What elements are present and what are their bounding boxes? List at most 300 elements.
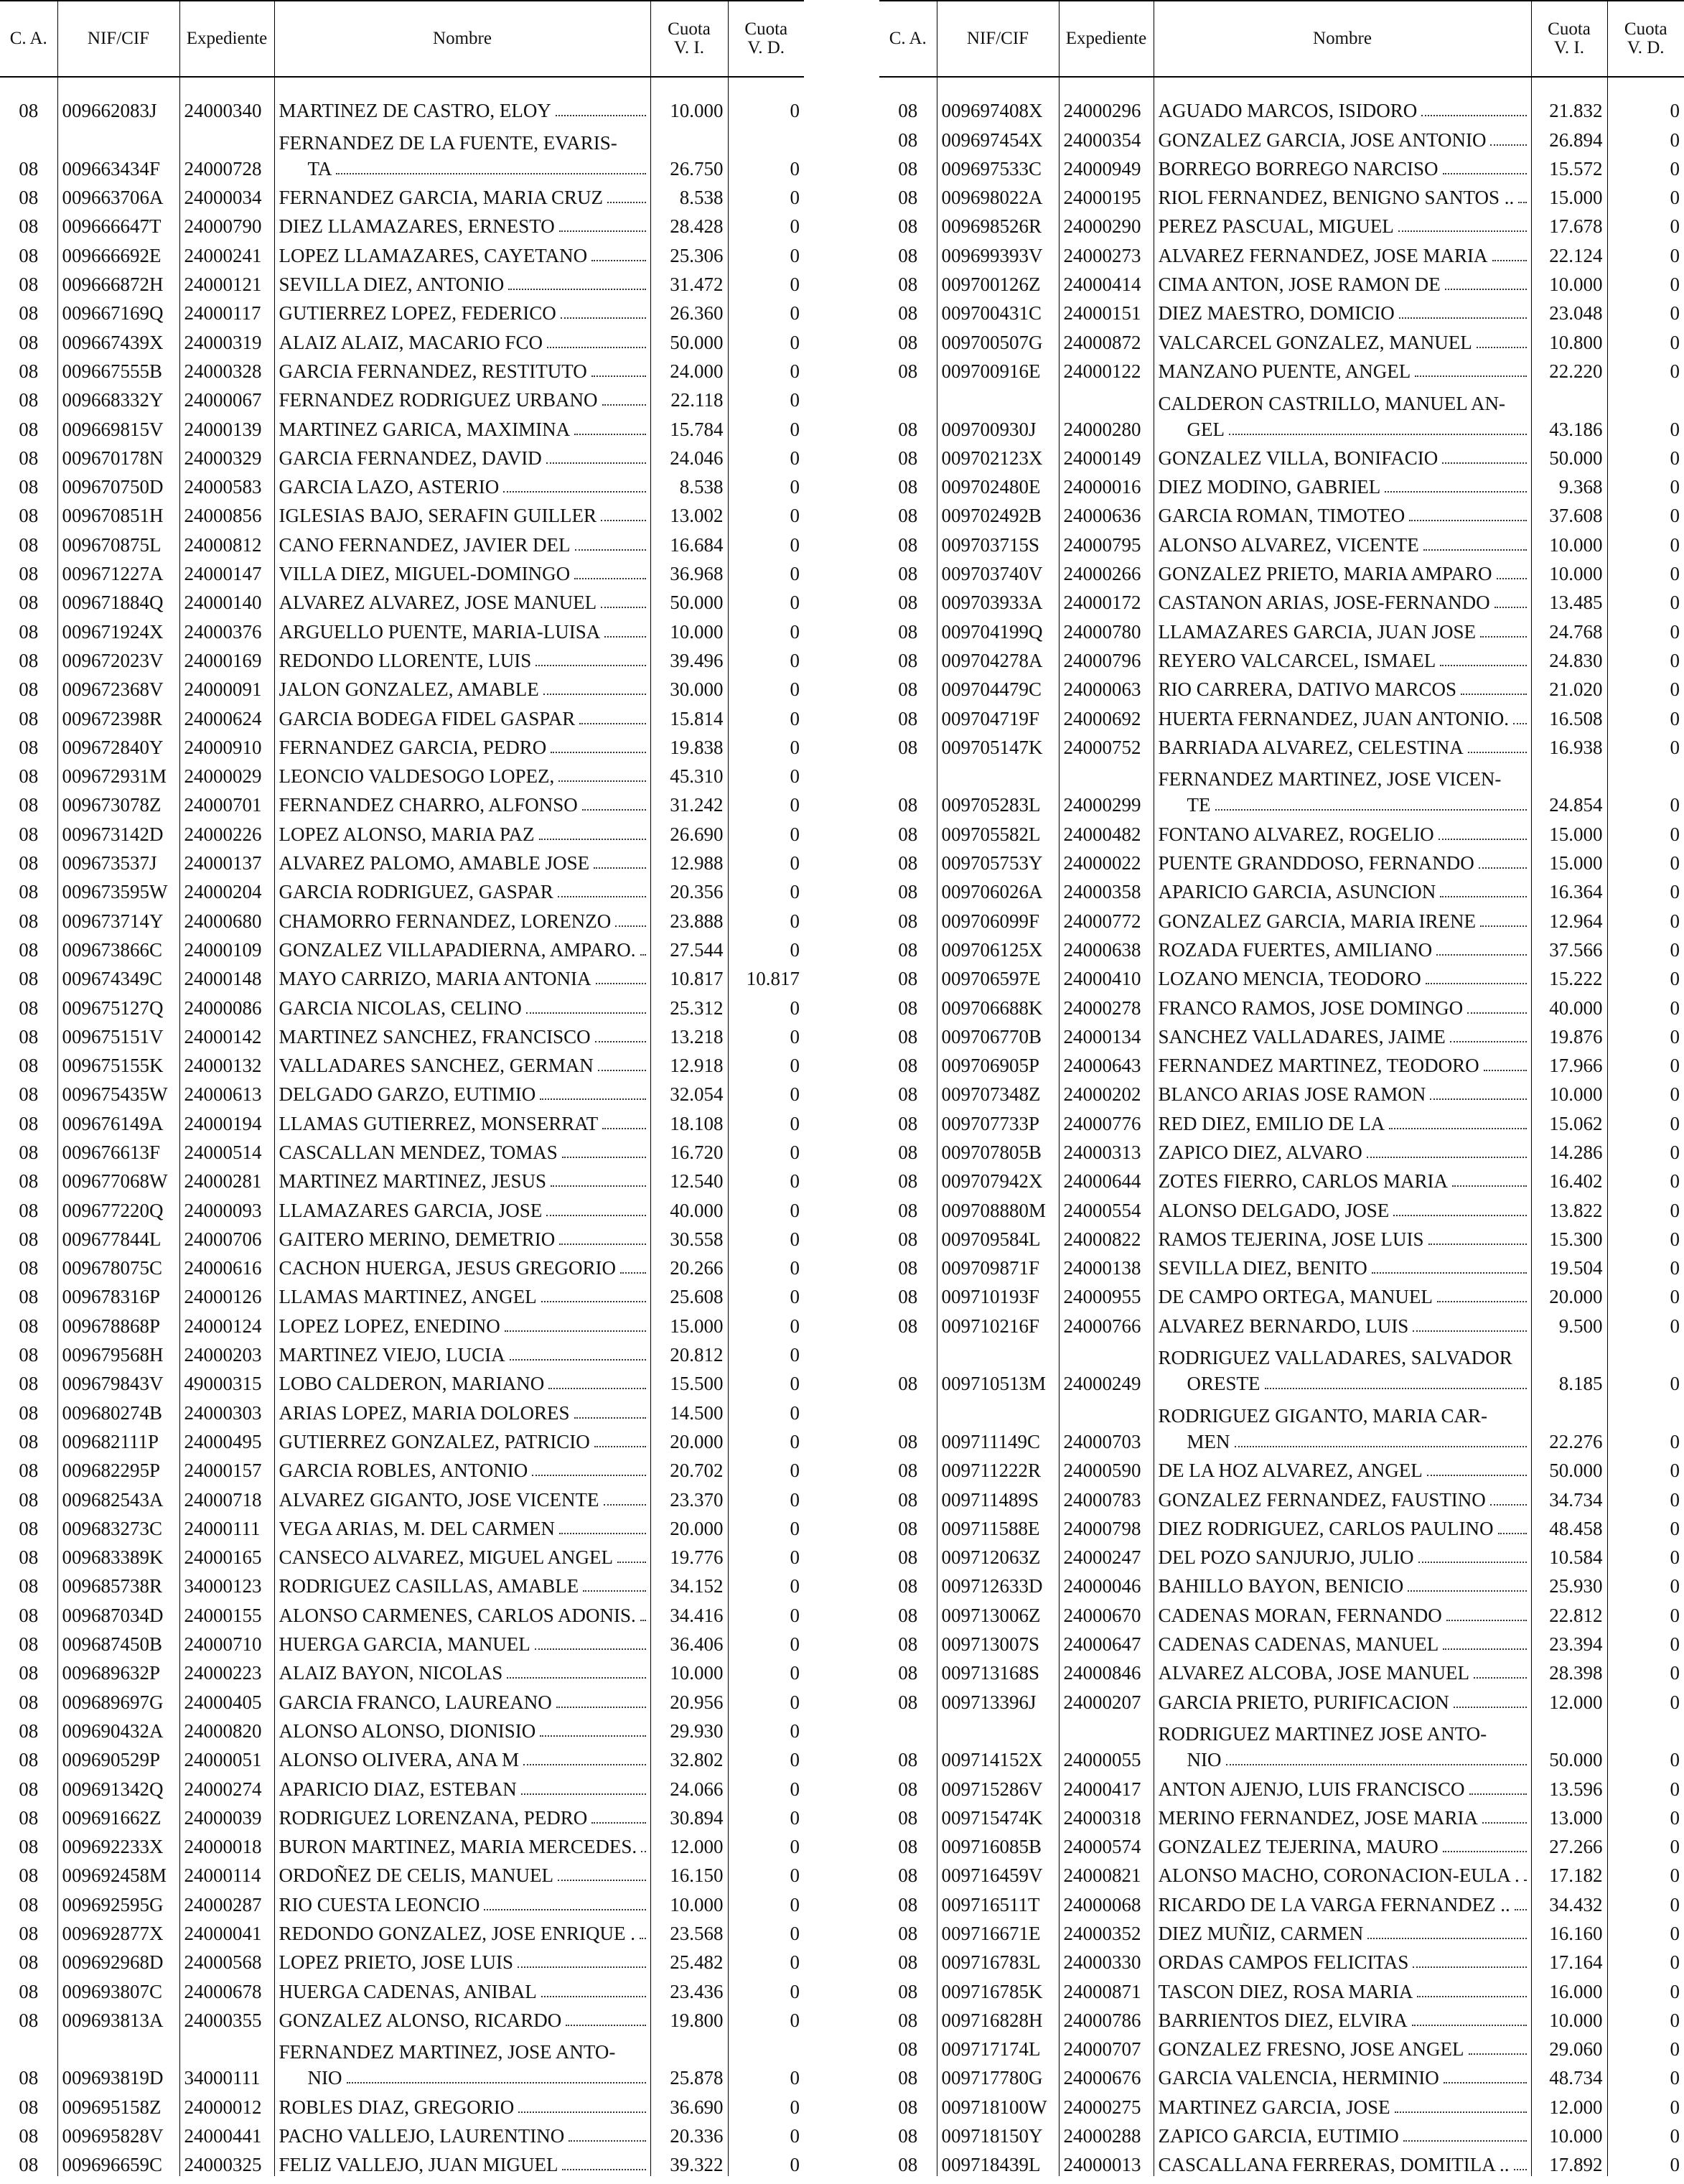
- cell-cuota-vi: 24.046: [650, 441, 728, 470]
- cell-cuota-vd: 0: [728, 1974, 804, 2002]
- cell-ca: 08: [19, 1430, 39, 1452]
- cell-expediente: 24000278: [1059, 990, 1154, 1019]
- cell-nif: 009682543A: [57, 1482, 179, 1511]
- cell-cuota-vd: 0: [728, 1684, 804, 1713]
- cell-ca: 08: [19, 910, 39, 932]
- cell-cuota-vi: 48.458: [1531, 1511, 1607, 1540]
- table-row: [0, 93, 804, 122]
- cell-cuota-vd: 0: [728, 180, 804, 209]
- cell-nif: 009706125X: [937, 933, 1059, 961]
- cell-nif: 009673078Z: [57, 788, 179, 816]
- cell-cuota-vd: 0: [728, 1164, 804, 1193]
- cell-ca: 08: [898, 2067, 918, 2089]
- cell-cuota-vi: 25.312: [650, 990, 728, 1019]
- cell-cuota-vi: 12.964: [1531, 903, 1607, 932]
- cell-nif: 009703715S: [937, 527, 1059, 556]
- name-text: FERNANDEZ MARTINEZ, JOSE ANTO-: [279, 2041, 616, 2063]
- cell-cuota-vi: 15.000: [1531, 180, 1607, 209]
- name-text: BARRIADA ALVAREZ, CELESTINA: [1158, 736, 1464, 758]
- cell-nif: 009707942X: [937, 1164, 1059, 1193]
- name-dots: [1443, 1845, 1527, 1852]
- cell-nombre: [1154, 1106, 1531, 1134]
- cell-cuota-vd: 0: [1607, 2119, 1684, 2147]
- cell-cuota-vi: 30.000: [650, 672, 728, 701]
- table-row: [879, 614, 1684, 643]
- name-dots: [540, 1730, 645, 1737]
- table-row: [879, 1916, 1684, 1945]
- cell-cuota-vd: 0: [1607, 93, 1684, 122]
- cell-cuota-vi: 9.500: [1531, 1308, 1607, 1337]
- cell-expediente: 24000405: [179, 1684, 274, 1713]
- cell-ca: 08: [19, 274, 39, 296]
- cell-expediente: 24000142: [179, 1019, 274, 1048]
- table-row: [0, 209, 804, 238]
- name-continuation: TE: [1187, 794, 1211, 816]
- cell-cuota-vi: 16.684: [650, 527, 728, 556]
- name-dots: [1482, 1816, 1526, 1824]
- cell-expediente: 24000275: [1059, 2089, 1154, 2118]
- name-dots: [1446, 1614, 1527, 1621]
- name-text: DIEZ RODRIGUEZ, CARLOS PAULINO: [1158, 1517, 1494, 1539]
- table-row: [0, 1482, 804, 1511]
- cell-nif: 009718439L: [937, 2147, 1059, 2176]
- name-text: FONTANO ALVAREZ, ROGELIO: [1158, 823, 1434, 845]
- table-row: [879, 2089, 1684, 2118]
- cell-expediente: 24000046: [1059, 1569, 1154, 1597]
- cell-cuota-vi: 19.838: [650, 730, 728, 759]
- cell-nombre: [1154, 1482, 1531, 1511]
- cell-nif: 009697408X: [937, 93, 1059, 122]
- name-dots: [641, 1845, 645, 1852]
- name-text: DIEZ LLAMAZARES, ERNESTO: [279, 215, 555, 238]
- table-row: [879, 1597, 1684, 1626]
- cell-cuota-vi: 25.306: [650, 238, 728, 266]
- table-row: [879, 1106, 1684, 1134]
- name-dots: [562, 2163, 645, 2170]
- name-text: FELIZ VALLEJO, JUAN MIGUEL: [279, 2154, 558, 2176]
- name-dots: [1215, 803, 1527, 811]
- cell-nombre: [274, 961, 650, 990]
- name-text: ALVAREZ ALCOBA, JOSE MANUEL: [1158, 1662, 1470, 1684]
- cell-expediente: 24000226: [179, 816, 274, 845]
- cell-ca: 08: [898, 1170, 918, 1193]
- name-text: RAMOS TEJERINA, JOSE LUIS: [1158, 1228, 1424, 1250]
- cell-nombre: [274, 1916, 650, 1945]
- cell-nombre: [1154, 1945, 1531, 1974]
- cell-nif: 009671924X: [57, 614, 179, 643]
- table-row: [0, 354, 804, 383]
- cell-cuota-vi: 31.242: [650, 788, 728, 816]
- name-dots: [1498, 1527, 1527, 1534]
- table-row: [879, 267, 1684, 296]
- cell-ca: 08: [898, 968, 918, 990]
- cell-nif: 009698526R: [937, 209, 1059, 238]
- cell-nombre: [274, 1656, 650, 1684]
- table-row: [879, 933, 1684, 961]
- cell-nombre: [1154, 122, 1531, 151]
- table-row: [879, 1019, 1684, 1048]
- cell-cuota-vd: 0: [728, 614, 804, 643]
- name-text: VILLA DIEZ, MIGUEL-DOMINGO: [279, 563, 571, 585]
- name-text: FERNANDEZ MARTINEZ, JOSE VICEN-: [1158, 768, 1502, 790]
- table-row: [879, 1308, 1684, 1337]
- cell-nombre: [1154, 1801, 1531, 1829]
- cell-expediente: 24000636: [1059, 498, 1154, 527]
- cell-cuota-vi: 29.930: [650, 1714, 728, 1742]
- header-ca: C. A.: [0, 1, 57, 77]
- table-row: [879, 498, 1684, 527]
- cell-cuota-vi: 20.956: [650, 1684, 728, 1713]
- name-dots: [604, 630, 645, 638]
- cell-cuota-vd: 0: [1607, 1916, 1684, 1945]
- cell-nif: 009689632P: [57, 1656, 179, 1684]
- name-text: HUERGA CADENAS, ANIBAL: [279, 1980, 537, 2002]
- cell-cuota-vi: 25.878: [650, 2032, 728, 2090]
- name-text: RIO CUESTA LEONCIO: [279, 1893, 480, 1915]
- name-dots: [1484, 1064, 1527, 1071]
- name-dots: [1452, 1180, 1526, 1187]
- cell-nif: 009714152X: [937, 1714, 1059, 1772]
- cell-nombre: [1154, 1308, 1531, 1337]
- cell-expediente: 24000670: [1059, 1597, 1154, 1626]
- cell-nif: 009711489S: [937, 1482, 1059, 1511]
- cell-ca: 08: [19, 1951, 39, 1974]
- cell-cuota-vd: 0: [728, 816, 804, 845]
- table-row: [879, 1771, 1684, 1800]
- cell-nif: 009673595W: [57, 874, 179, 903]
- name-text: VALCARCEL GONZALEZ, MANUEL: [1158, 331, 1472, 353]
- name-dots: [583, 1585, 645, 1592]
- name-dots: [547, 341, 646, 348]
- cell-cuota-vi: 10.000: [1531, 1077, 1607, 1106]
- cell-cuota-vi: 16.508: [1531, 701, 1607, 729]
- cell-nombre: [274, 1048, 650, 1077]
- cell-nombre: [274, 209, 650, 238]
- table-row: [0, 643, 804, 672]
- name-text: BARRIENTOS DIEZ, ELVIRA: [1158, 2009, 1408, 2031]
- table-row: [879, 1945, 1684, 1974]
- cell-nif: 009675127Q: [57, 990, 179, 1019]
- cell-ca: 08: [19, 1460, 39, 1482]
- cell-cuota-vd: 0: [1607, 1222, 1684, 1251]
- cell-nif: 009692968D: [57, 1945, 179, 1974]
- cell-expediente: 24000319: [179, 325, 274, 353]
- cell-nif: 009707733P: [937, 1106, 1059, 1134]
- cell-nombre: [274, 2032, 650, 2090]
- name-text: CASTANON ARIAS, JOSE-FERNANDO: [1158, 592, 1490, 614]
- cell-expediente: 24000149: [1059, 441, 1154, 470]
- cell-ca: 08: [19, 1749, 39, 1771]
- cell-expediente: 24000638: [1059, 933, 1154, 961]
- cell-expediente: 24000718: [179, 1482, 274, 1511]
- cell-cuota-vi: 20.336: [650, 2119, 728, 2147]
- cell-nombre: [274, 1279, 650, 1308]
- cell-cuota-vd: 0: [728, 846, 804, 874]
- cell-nombre: [274, 1077, 650, 1106]
- name-text: ALONSO MACHO, CORONACION-EULA .: [1158, 1865, 1520, 1887]
- cell-cuota-vi: 15.000: [650, 1308, 728, 1337]
- cell-cuota-vd: 0: [728, 2089, 804, 2118]
- cell-expediente: 24000812: [179, 527, 274, 556]
- cell-expediente: 24000114: [179, 1858, 274, 1887]
- cell-ca: 08: [19, 1025, 39, 1047]
- cell-cuota-vd: 0: [1607, 1684, 1684, 1713]
- name-dots: [566, 2019, 645, 2026]
- name-text: PEREZ PASCUAL, MIGUEL: [1158, 215, 1394, 238]
- table-row: [0, 816, 804, 845]
- cell-cuota-vi: 24.066: [650, 1771, 728, 1800]
- cell-expediente: 24000328: [179, 354, 274, 383]
- name-dots: [1427, 1469, 1527, 1476]
- cell-ca: 08: [898, 620, 918, 643]
- table-row: [0, 1164, 804, 1193]
- cell-cuota-vi: 8.185: [1531, 1338, 1607, 1396]
- cell-cuota-vd: 0: [1607, 643, 1684, 672]
- cell-cuota-vi: 50.000: [1531, 441, 1607, 470]
- cell-ca: 08: [19, 1893, 39, 1915]
- name-dots: [1428, 1238, 1527, 1245]
- cell-expediente: 24000820: [179, 1714, 274, 1742]
- cell-nif: 009673714Y: [57, 903, 179, 932]
- cell-nif: 009669815V: [57, 411, 179, 440]
- table-row: [0, 1511, 804, 1540]
- cell-ca: 08: [898, 476, 918, 498]
- cell-cuota-vd: 0: [728, 1540, 804, 1569]
- name-dots: [1443, 167, 1527, 174]
- cell-expediente: 24000148: [179, 961, 274, 990]
- cell-nif: 009703933A: [937, 585, 1059, 614]
- cell-nif: 009666647T: [57, 209, 179, 238]
- cell-cuota-vi: 34.152: [650, 1569, 728, 1597]
- cell-nombre: [1154, 1829, 1531, 1858]
- cell-expediente: 24000703: [1059, 1395, 1154, 1453]
- cell-nif: 009710216F: [937, 1308, 1059, 1337]
- cell-expediente: 24000122: [1059, 354, 1154, 383]
- name-text: LLAMAS GUTIERREZ, MONSERRAT: [279, 1112, 599, 1134]
- name-text: FERNANDEZ MARTINEZ, TEODORO: [1158, 1055, 1479, 1077]
- table-row: [879, 874, 1684, 903]
- cell-nif: 009680274B: [57, 1395, 179, 1424]
- cell-nombre: [274, 2003, 650, 2032]
- cell-nombre: [274, 122, 650, 180]
- cell-cuota-vd: 0: [728, 1801, 804, 1829]
- cell-nombre: [1154, 585, 1531, 614]
- cell-cuota-vd: 0: [1607, 1453, 1684, 1482]
- cell-cuota-vi: 20.812: [650, 1338, 728, 1366]
- cell-cuota-vd: 0: [728, 1858, 804, 1887]
- cell-cuota-vd: 0: [1607, 1771, 1684, 1800]
- cell-expediente: 24000165: [179, 1540, 274, 1569]
- name-dots: [591, 1816, 645, 1824]
- name-text: MARTINEZ MARTINEZ, JESUS: [279, 1170, 547, 1193]
- cell-nif: 009676613F: [57, 1135, 179, 1164]
- cell-nif: 009712063Z: [937, 1540, 1059, 1569]
- name-text: GONZALEZ TEJERINA, MAURO: [1158, 1836, 1439, 1858]
- table-row: [879, 1801, 1684, 1829]
- cell-nif: 009717780G: [937, 2061, 1059, 2089]
- cell-nombre: [1154, 1656, 1531, 1684]
- cell-ca: 08: [898, 1199, 918, 1221]
- cell-cuota-vi: 13.485: [1531, 585, 1607, 614]
- name-dots: [1399, 312, 1527, 319]
- cell-cuota-vi: 10.000: [650, 1887, 728, 1915]
- cell-nif: 009691342Q: [57, 1771, 179, 1800]
- cell-nombre: [1154, 2119, 1531, 2147]
- table-row: [0, 1222, 804, 1251]
- table-row: [0, 730, 804, 759]
- cell-nombre: [1154, 1222, 1531, 1251]
- name-text: BORREGO BORREGO NARCISO: [1158, 157, 1439, 179]
- cell-cuota-vd: 0: [1607, 874, 1684, 903]
- cell-cuota-vd: 0: [1607, 701, 1684, 729]
- cell-nombre: [274, 354, 650, 383]
- name-dots: [1442, 457, 1526, 464]
- cell-cuota-vi: 16.720: [650, 1135, 728, 1164]
- cell-ca: 08: [19, 1865, 39, 1887]
- cell-ca: 08: [19, 1488, 39, 1511]
- cell-cuota-vd: 0: [1607, 1801, 1684, 1829]
- cell-cuota-vd: 0: [1607, 1251, 1684, 1279]
- table-row: [0, 933, 804, 961]
- cell-expediente: 34000111: [179, 2032, 274, 2090]
- cell-expediente: 24000710: [179, 1627, 274, 1656]
- table-row: [0, 1106, 804, 1134]
- cell-cuota-vi: 24.768: [1531, 614, 1607, 643]
- table-row: [0, 2119, 804, 2147]
- cell-nombre: [1154, 151, 1531, 180]
- cell-ca: 08: [19, 852, 39, 874]
- table-row: [879, 1164, 1684, 1193]
- table-row: [879, 2119, 1684, 2147]
- cell-nif: 009698022A: [937, 180, 1059, 209]
- table-row: [879, 1829, 1684, 1858]
- name-text: GONZALEZ PRIETO, MARIA AMPARO: [1158, 563, 1492, 585]
- cell-cuota-vd: 0: [728, 672, 804, 701]
- cell-expediente: 24000795: [1059, 527, 1154, 556]
- name-text: LOPEZ LLAMAZARES, CAYETANO: [279, 244, 588, 266]
- cell-nombre: [274, 2119, 650, 2147]
- cell-expediente: 24000590: [1059, 1453, 1154, 1482]
- cell-cuota-vd: 0: [1607, 730, 1684, 759]
- cell-cuota-vd: 0: [728, 1106, 804, 1134]
- cell-ca: 08: [898, 100, 918, 122]
- name-dots: [594, 862, 645, 869]
- cell-cuota-vd: 0: [1607, 556, 1684, 585]
- table-row: [0, 1714, 804, 1742]
- cell-expediente: 24000016: [1059, 470, 1154, 498]
- cell-nombre: [274, 93, 650, 122]
- cell-nif: 009705147K: [937, 730, 1059, 759]
- cell-expediente: 24000203: [179, 1338, 274, 1366]
- table-row: [0, 874, 804, 903]
- name-text: DIEZ MAESTRO, DOMICIO: [1158, 302, 1395, 325]
- name-dots: [559, 1238, 645, 1245]
- cell-nif: 009697533C: [937, 151, 1059, 180]
- cell-nombre: [1154, 325, 1531, 353]
- table-row: [0, 1684, 804, 1713]
- cell-nombre: [274, 614, 650, 643]
- cell-nif: 009715474K: [937, 1801, 1059, 1829]
- table-row: [0, 1135, 804, 1164]
- name-dots: [1514, 2163, 1527, 2170]
- name-dots: [546, 1209, 645, 1216]
- name-text: GONZALEZ FERNANDEZ, FAUSTINO: [1158, 1488, 1486, 1511]
- cell-expediente: 24000111: [179, 1511, 274, 1540]
- cell-cuota-vd: 0: [1607, 1829, 1684, 1858]
- cell-nif: 009718150Y: [937, 2119, 1059, 2147]
- cell-cuota-vi: 25.930: [1531, 1569, 1607, 1597]
- cell-expediente: 24000296: [1059, 93, 1154, 122]
- cell-cuota-vd: 0: [728, 643, 804, 672]
- cell-cuota-vd: 0: [728, 1453, 804, 1482]
- cell-nif: 009704479C: [937, 672, 1059, 701]
- cell-nombre: [274, 498, 650, 527]
- cell-nif: 009691662Z: [57, 1801, 179, 1829]
- cell-cuota-vi: 20.000: [1531, 1279, 1607, 1308]
- name-dots: [640, 1932, 646, 1939]
- cell-nombre: [274, 1395, 650, 1424]
- cell-cuota-vd: 0: [728, 2119, 804, 2147]
- name-dots: [1480, 630, 1526, 638]
- table-row: [879, 1251, 1684, 1279]
- cell-cuota-vi: 26.690: [650, 816, 728, 845]
- table-row: [879, 701, 1684, 729]
- cell-ca: 08: [898, 505, 918, 527]
- cell-cuota-vi: 27.266: [1531, 1829, 1607, 1858]
- table-row: [879, 1453, 1684, 1482]
- table-row: [879, 1656, 1684, 1684]
- cell-cuota-vd: 0: [1607, 1135, 1684, 1164]
- cell-ca: 08: [19, 1575, 39, 1597]
- cell-nif: 009713168S: [937, 1656, 1059, 1684]
- cell-nif: 009675435W: [57, 1077, 179, 1106]
- cell-expediente: 24000313: [1059, 1135, 1154, 1164]
- cell-expediente: 24000012: [179, 2089, 274, 2118]
- table-row: [0, 614, 804, 643]
- cell-ca: 08: [19, 2125, 39, 2147]
- cell-cuota-vi: 45.310: [650, 759, 728, 788]
- cell-cuota-vd: 0: [1607, 1714, 1684, 1772]
- name-text: GARCIA PRIETO, PURIFICACION: [1158, 1691, 1449, 1713]
- name-dots: [1395, 2106, 1527, 2113]
- cell-cuota-vi: 20.000: [650, 1424, 728, 1453]
- name-text: CALDERON CASTRILLO, MANUEL AN-: [1158, 392, 1505, 414]
- name-dots: [1461, 688, 1526, 695]
- name-text: GONZALEZ ALONSO, RICARDO: [279, 2009, 562, 2031]
- cell-nif: 009706905P: [937, 1048, 1059, 1077]
- cell-cuota-vi: 30.558: [650, 1222, 728, 1251]
- cell-nombre: [1154, 498, 1531, 527]
- cell-ca: 08: [19, 592, 39, 614]
- name-dots: [602, 398, 646, 406]
- cell-ca: 08: [898, 418, 918, 440]
- cell-cuota-vd: 0: [1607, 1887, 1684, 1915]
- cell-ca: 08: [19, 302, 39, 325]
- cell-cuota-vi: 16.150: [650, 1858, 728, 1887]
- name-text: GARCIA NICOLAS, CELINO: [279, 997, 522, 1019]
- cell-cuota-vd: 0: [1607, 527, 1684, 556]
- cell-nif: 009693807C: [57, 1974, 179, 2002]
- name-text: DE CAMPO ORTEGA, MANUEL: [1158, 1286, 1433, 1308]
- name-text: REDONDO GONZALEZ, JOSE ENRIQUE .: [279, 1923, 635, 1944]
- cell-nombre: [1154, 1511, 1531, 1540]
- cell-ca: 08: [898, 938, 918, 961]
- table-row: [879, 759, 1684, 817]
- cell-cuota-vd: 0: [728, 441, 804, 470]
- cell-nombre: [274, 990, 650, 1019]
- cell-ca: 08: [19, 1112, 39, 1134]
- name-dots: [510, 1353, 646, 1361]
